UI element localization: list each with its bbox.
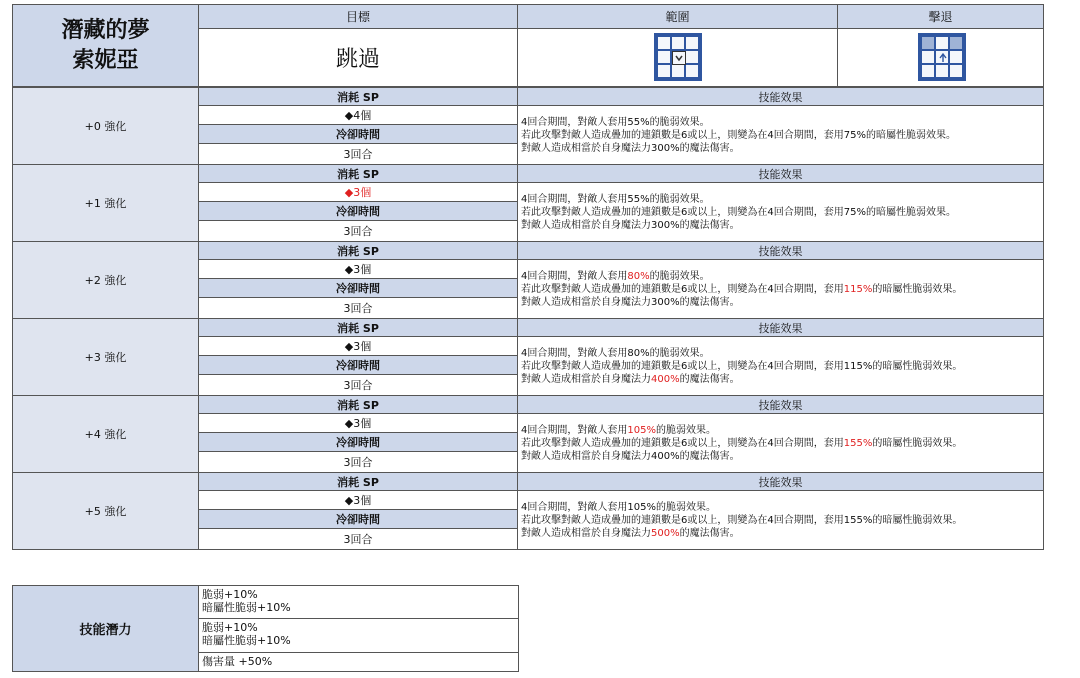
level-label: +0 強化 bbox=[12, 87, 199, 165]
cooldown-header: 冷卻時間 bbox=[198, 124, 518, 144]
header-range: 範圍 bbox=[517, 4, 838, 29]
effect-line: 4回合期間，對敵人套用80%的脆弱效果。 bbox=[521, 270, 710, 282]
cooldown-value: 3回合 bbox=[198, 220, 518, 242]
target-value: 跳過 bbox=[198, 28, 518, 87]
sp-header: 消耗 SP bbox=[198, 472, 518, 491]
range-cell bbox=[517, 28, 838, 87]
potential-item-1 bbox=[198, 585, 519, 619]
effect-line: 若此攻擊對敵人造成疊加的連鎖數是6或以上，則變為在4回合期間，套用155%的暗屬性脆弱效果。 bbox=[521, 514, 963, 526]
cooldown-header: 冷卻時間 bbox=[198, 201, 518, 221]
level-label: +1 強化 bbox=[12, 164, 199, 242]
potential-item-3-line1: 傷害量 +50% bbox=[202, 655, 273, 668]
knockback-grid-icon bbox=[918, 33, 966, 81]
effect-line: 若此攻擊對敵人造成疊加的連鎖數是6或以上，則變為在4回合期間，套用155%的暗屬性脆弱效果。 bbox=[521, 437, 963, 449]
skill-name-line1: 潛藏的夢 bbox=[61, 17, 150, 43]
sp-header: 消耗 SP bbox=[198, 241, 518, 260]
effect-header: 技能效果 bbox=[517, 241, 1044, 260]
effect-line: 4回合期間，對敵人套用55%的脆弱效果。 bbox=[521, 193, 710, 205]
effect-line: 若此攻擊對敵人造成疊加的連鎖數是6或以上，則變為在4回合期間，套用75%的暗屬性脆弱效果。 bbox=[521, 206, 956, 218]
effect-line: 若此攻擊對敵人造成疊加的連鎖數是6或以上，則變為在4回合期間，套用75%的暗屬性脆弱效果。 bbox=[521, 129, 956, 141]
potential-item-3 bbox=[198, 652, 519, 672]
knockback-cell bbox=[837, 28, 1044, 87]
potential-label: 技能潛力 bbox=[12, 585, 199, 672]
effect-line: 4回合期間，對敵人套用105%的脆弱效果。 bbox=[521, 501, 716, 513]
sp-value: ◆3個 bbox=[198, 413, 518, 433]
cooldown-value: 3回合 bbox=[198, 451, 518, 473]
effect-line: 4回合期間，對敵人套用80%的脆弱效果。 bbox=[521, 347, 710, 359]
sp-value: ◆3個 bbox=[198, 336, 518, 356]
skill-name-line2: 索妮亞 bbox=[72, 47, 139, 73]
effect-text bbox=[517, 259, 1044, 319]
effect-line: 對敵人造成相當於自身魔法力400%的魔法傷害。 bbox=[521, 373, 740, 385]
cooldown-header: 冷卻時間 bbox=[198, 278, 518, 298]
sp-header: 消耗 SP bbox=[198, 318, 518, 337]
effect-header: 技能效果 bbox=[517, 472, 1044, 491]
effect-line: 4回合期間，對敵人套用55%的脆弱效果。 bbox=[521, 116, 710, 128]
header-knockback: 擊退 bbox=[837, 4, 1044, 29]
effect-text bbox=[517, 336, 1044, 396]
cooldown-header: 冷卻時間 bbox=[198, 355, 518, 375]
effect-text bbox=[517, 182, 1044, 242]
cooldown-header: 冷卻時間 bbox=[198, 509, 518, 529]
effect-text bbox=[517, 413, 1044, 473]
effect-header: 技能效果 bbox=[517, 164, 1044, 183]
sp-header: 消耗 SP bbox=[198, 164, 518, 183]
sp-value: ◆3個 bbox=[198, 490, 518, 510]
effect-line: 若此攻擊對敵人造成疊加的連鎖數是6或以上，則變為在4回合期間，套用115%的暗屬性脆弱效果。 bbox=[521, 360, 963, 372]
potential-item-1-line2: 暗屬性脆弱+10% bbox=[202, 601, 291, 614]
effect-header: 技能效果 bbox=[517, 87, 1044, 106]
effect-line: 對敵人造成相當於自身魔法力500%的魔法傷害。 bbox=[521, 527, 740, 539]
range-grid-icon bbox=[654, 33, 702, 81]
effect-line: 對敵人造成相當於自身魔法力300%的魔法傷害。 bbox=[521, 142, 740, 154]
effect-line: 對敵人造成相當於自身魔法力300%的魔法傷害。 bbox=[521, 219, 740, 231]
potential-item-1-line1: 脆弱+10% bbox=[202, 588, 258, 601]
effect-line: 若此攻擊對敵人造成疊加的連鎖數是6或以上，則變為在4回合期間，套用115%的暗屬性脆弱效果。 bbox=[521, 283, 963, 295]
effect-text bbox=[517, 490, 1044, 550]
cooldown-value: 3回合 bbox=[198, 143, 518, 165]
effect-header: 技能效果 bbox=[517, 318, 1044, 337]
cooldown-value: 3回合 bbox=[198, 528, 518, 550]
effect-line: 4回合期間，對敵人套用105%的脆弱效果。 bbox=[521, 424, 716, 436]
effect-text bbox=[517, 105, 1044, 165]
effect-line: 對敵人造成相當於自身魔法力300%的魔法傷害。 bbox=[521, 296, 740, 308]
level-label: +4 強化 bbox=[12, 395, 199, 473]
header-target: 目標 bbox=[198, 4, 518, 29]
skill-name bbox=[12, 4, 199, 87]
cooldown-header: 冷卻時間 bbox=[198, 432, 518, 452]
potential-item-2-line2: 暗屬性脆弱+10% bbox=[202, 634, 291, 647]
sp-value: ◆3個 bbox=[198, 259, 518, 279]
level-label: +3 強化 bbox=[12, 318, 199, 396]
level-label: +2 強化 bbox=[12, 241, 199, 319]
effect-line: 對敵人造成相當於自身魔法力400%的魔法傷害。 bbox=[521, 450, 740, 462]
sp-value: ◆3個 bbox=[198, 182, 518, 202]
sp-header: 消耗 SP bbox=[198, 395, 518, 414]
level-label: +5 強化 bbox=[12, 472, 199, 550]
sp-header: 消耗 SP bbox=[198, 87, 518, 106]
effect-header: 技能效果 bbox=[517, 395, 1044, 414]
potential-item-2-line1: 脆弱+10% bbox=[202, 621, 258, 634]
cooldown-value: 3回合 bbox=[198, 374, 518, 396]
cooldown-value: 3回合 bbox=[198, 297, 518, 319]
sp-value: ◆4個 bbox=[198, 105, 518, 125]
potential-item-2 bbox=[198, 618, 519, 653]
